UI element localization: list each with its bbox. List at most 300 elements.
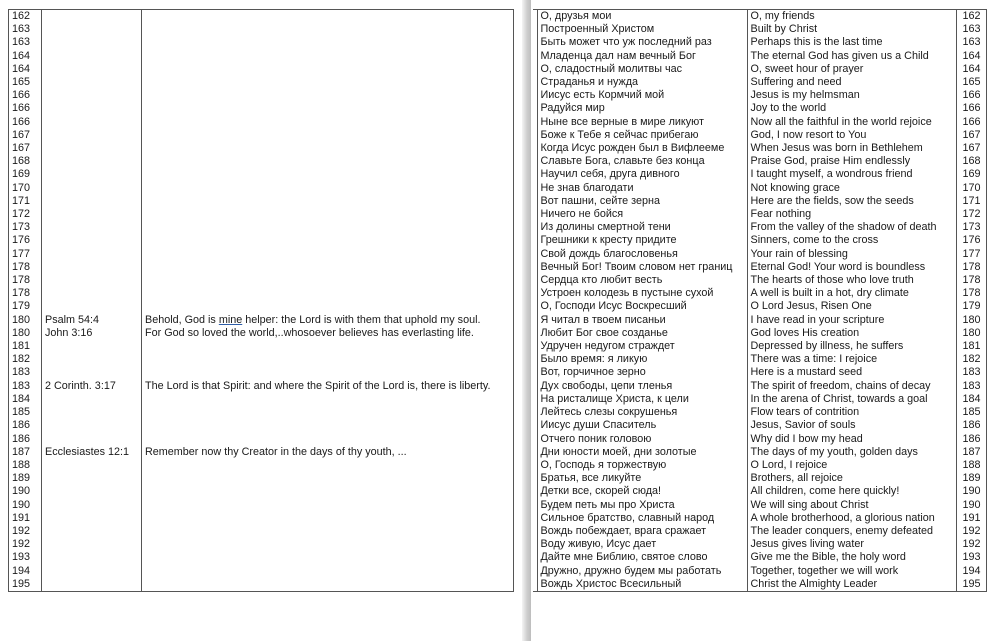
russian-title-cell: Не знав благодати <box>537 182 747 195</box>
hymn-number-cell: 164 <box>956 63 986 76</box>
russian-title-cell: Дни юности моей, дни золотые <box>537 446 747 459</box>
scripture-reference-cell <box>42 353 142 366</box>
table-row <box>533 234 986 247</box>
scripture-reference-cell <box>42 102 142 115</box>
scripture-text-cell <box>142 353 514 366</box>
table-row <box>9 551 514 564</box>
russian-title-cell: Отчего поник головою <box>537 433 747 446</box>
scripture-reference-cell <box>42 512 142 525</box>
scripture-reference-cell <box>42 10 142 24</box>
scripture-text-cell <box>142 578 514 592</box>
scripture-reference-cell <box>42 406 142 419</box>
underlined-word: mine <box>218 313 243 326</box>
table-row <box>533 287 986 300</box>
hymn-number-cell: 166 <box>9 89 42 102</box>
hymn-number-cell: 192 <box>956 538 986 551</box>
table-row <box>533 36 986 49</box>
table-row <box>9 102 514 115</box>
table-row <box>533 208 986 221</box>
scripture-text-cell <box>142 89 514 102</box>
hymn-number-cell: 176 <box>9 234 42 247</box>
scripture-reference-cell <box>42 366 142 379</box>
scripture-text-cell <box>142 314 514 327</box>
russian-title-cell: Радуйся мир <box>537 102 747 115</box>
hymn-number-cell: 186 <box>956 433 986 446</box>
hymn-number-cell: 190 <box>9 499 42 512</box>
hymn-number-cell: 181 <box>956 340 986 353</box>
table-row <box>9 50 514 63</box>
russian-title-cell: Ничего не бойся <box>537 208 747 221</box>
hymn-number-cell: 192 <box>9 538 42 551</box>
page-gutter <box>522 0 531 641</box>
hymn-number-cell: 167 <box>956 142 986 155</box>
russian-title-cell: Лейтесь слезы сокрушенья <box>537 406 747 419</box>
russian-title-cell: Из долины смертной тени <box>537 221 747 234</box>
russian-title-cell: Сильное братство, славный народ <box>537 512 747 525</box>
hymn-number-cell: 195 <box>956 578 986 592</box>
english-title-cell: When Jesus was born in Bethlehem <box>747 142 956 155</box>
english-title-cell: O Lord Jesus, Risen One <box>747 300 956 313</box>
table-row <box>9 287 514 300</box>
table-row <box>9 499 514 512</box>
table-row <box>533 168 986 181</box>
scripture-text-cell <box>142 76 514 89</box>
russian-title-cell: Грешники к кресту придите <box>537 234 747 247</box>
table-row <box>9 155 514 168</box>
russian-title-cell: Вот пашни, сейте зерна <box>537 195 747 208</box>
table-row <box>533 525 986 538</box>
scripture-text-cell <box>142 459 514 472</box>
table-row <box>533 512 986 525</box>
english-title-cell: The eternal God has given us a Child <box>747 50 956 63</box>
hymn-number-cell: 188 <box>9 459 42 472</box>
hymn-number-cell: 166 <box>9 116 42 129</box>
table-row <box>533 129 986 142</box>
hymn-scripture-table <box>8 9 514 592</box>
table-row <box>533 261 986 274</box>
scripture-text-cell <box>142 287 514 300</box>
hymn-number-cell: 190 <box>956 499 986 512</box>
russian-title-cell: О, сладостный молитвы час <box>537 63 747 76</box>
hymn-number-cell: 181 <box>9 340 42 353</box>
hymn-number-cell: 171 <box>956 195 986 208</box>
hymn-number-cell: 182 <box>956 353 986 366</box>
table-row <box>533 366 986 379</box>
table-row <box>9 89 514 102</box>
table-row <box>533 472 986 485</box>
table-row <box>533 433 986 446</box>
hymn-number-cell: 166 <box>956 89 986 102</box>
table-row <box>533 248 986 261</box>
scripture-text-cell <box>142 538 514 551</box>
russian-title-cell: Вот, горчичное зерно <box>537 366 747 379</box>
russian-title-cell: Я читал в твоем писаньи <box>537 314 747 327</box>
table-row <box>9 565 514 578</box>
scripture-reference-cell <box>42 76 142 89</box>
scripture-reference-cell <box>42 23 142 36</box>
russian-title-cell: Быть может что уж последний раз <box>537 36 747 49</box>
english-title-cell: All children, come here quickly! <box>747 485 956 498</box>
scripture-reference-cell <box>42 472 142 485</box>
hymn-number-cell: 167 <box>956 129 986 142</box>
hymn-number-cell: 183 <box>9 366 42 379</box>
table-row <box>9 366 514 379</box>
hymn-number-cell: 180 <box>9 327 42 340</box>
scripture-reference-cell <box>42 459 142 472</box>
scripture-text-cell <box>142 168 514 181</box>
russian-title-cell: Дайте мне Библию, святое слово <box>537 551 747 564</box>
scripture-text-cell <box>142 195 514 208</box>
table-row <box>533 565 986 578</box>
scripture-reference-cell <box>42 300 142 313</box>
scripture-reference-cell: 2 Corinth. 3:17 <box>42 380 142 393</box>
english-title-cell: Why did I bow my head <box>747 433 956 446</box>
table-row <box>533 274 986 287</box>
hymn-number-cell: 176 <box>956 234 986 247</box>
table-row <box>9 76 514 89</box>
table-row <box>533 221 986 234</box>
hymn-number-cell: 178 <box>9 287 42 300</box>
hymn-number-cell: 186 <box>9 433 42 446</box>
scripture-text-cell <box>142 155 514 168</box>
english-title-cell: God, I now resort to You <box>747 129 956 142</box>
hymn-number-cell: 185 <box>9 406 42 419</box>
hymn-number-cell: 163 <box>9 23 42 36</box>
scripture-text-cell: Remember now thy Creator in the days of thy youth, ... <box>142 446 514 459</box>
scripture-text-cell <box>142 300 514 313</box>
english-title-cell: I taught myself, a wondrous friend <box>747 168 956 181</box>
scripture-reference-cell <box>42 182 142 195</box>
table-row <box>533 446 986 459</box>
hymn-number-cell: 169 <box>9 168 42 181</box>
scripture-text-cell <box>142 63 514 76</box>
table-row <box>9 208 514 221</box>
scripture-reference-cell: John 3:16 <box>42 327 142 340</box>
table-row <box>9 472 514 485</box>
scripture-text-cell <box>142 248 514 261</box>
scripture-text-cell <box>142 142 514 155</box>
table-row <box>9 221 514 234</box>
hymn-number-cell: 184 <box>956 393 986 406</box>
russian-title-cell: Славьте Бога, славьте без конца <box>537 155 747 168</box>
russian-title-cell: Вечный Бог! Твоим словом нет границ <box>537 261 747 274</box>
table-row <box>533 142 986 155</box>
russian-title-cell: О, друзья мои <box>537 10 747 24</box>
hymn-number-cell: 172 <box>956 208 986 221</box>
hymn-number-cell: 168 <box>956 155 986 168</box>
english-title-cell: Suffering and need <box>747 76 956 89</box>
english-title-cell: From the valley of the shadow of death <box>747 221 956 234</box>
hymn-number-cell: 166 <box>9 102 42 115</box>
table-row <box>533 23 986 36</box>
hymn-number-cell: 165 <box>9 76 42 89</box>
hymn-number-cell: 163 <box>956 36 986 49</box>
hymn-number-cell: 163 <box>956 23 986 36</box>
table-row <box>9 300 514 313</box>
scripture-reference-cell <box>42 551 142 564</box>
scripture-reference-cell <box>42 525 142 538</box>
hymn-number-cell: 187 <box>9 446 42 459</box>
right-document-page <box>531 0 995 641</box>
hymn-number-cell: 164 <box>9 63 42 76</box>
hymn-number-cell: 187 <box>956 446 986 459</box>
hymn-title-translation-table <box>533 9 987 592</box>
hymn-number-cell: 186 <box>9 419 42 432</box>
scripture-text-cell <box>142 512 514 525</box>
scripture-text-cell <box>142 234 514 247</box>
scripture-reference-cell <box>42 234 142 247</box>
hymn-number-cell: 183 <box>956 380 986 393</box>
english-title-cell: Here are the fields, sow the seeds <box>747 195 956 208</box>
hymn-number-cell: 183 <box>9 380 42 393</box>
english-title-cell: Christ the Almighty Leader <box>747 578 956 592</box>
hymn-number-cell: 183 <box>956 366 986 379</box>
table-row <box>533 155 986 168</box>
hymn-number-cell: 165 <box>956 76 986 89</box>
table-row <box>9 353 514 366</box>
scripture-reference-cell <box>42 168 142 181</box>
scripture-reference-cell <box>42 485 142 498</box>
english-title-cell: In the arena of Christ, towards a goal <box>747 393 956 406</box>
russian-title-cell: Сердца кто любит весть <box>537 274 747 287</box>
english-title-cell: Praise God, praise Him endlessly <box>747 155 956 168</box>
hymn-number-cell: 170 <box>956 182 986 195</box>
russian-title-cell: Братья, все ликуйте <box>537 472 747 485</box>
english-title-cell: Not knowing grace <box>747 182 956 195</box>
table-row <box>9 168 514 181</box>
hymn-number-cell: 191 <box>9 512 42 525</box>
scripture-text-cell <box>142 525 514 538</box>
english-title-cell: Flow tears of contrition <box>747 406 956 419</box>
table-row <box>9 248 514 261</box>
russian-title-cell: Дружно, дружно будем мы работать <box>537 565 747 578</box>
scripture-text-cell <box>142 274 514 287</box>
russian-title-cell: Младенца дал нам вечный Бог <box>537 50 747 63</box>
table-row <box>533 459 986 472</box>
hymn-number-cell: 186 <box>956 419 986 432</box>
table-row <box>9 446 514 459</box>
table-row <box>533 89 986 102</box>
scripture-reference-cell <box>42 433 142 446</box>
hymn-number-cell: 178 <box>956 274 986 287</box>
hymn-number-cell: 172 <box>9 208 42 221</box>
english-title-cell: The spirit of freedom, chains of decay <box>747 380 956 393</box>
table-row <box>9 314 514 327</box>
scripture-text-cell <box>142 23 514 36</box>
hymn-number-cell: 195 <box>9 578 42 592</box>
hymn-number-cell: 179 <box>956 300 986 313</box>
russian-title-cell: Было время: я ликую <box>537 353 747 366</box>
english-title-cell: God loves His creation <box>747 327 956 340</box>
scripture-reference-cell <box>42 208 142 221</box>
hymn-number-cell: 178 <box>9 261 42 274</box>
english-title-cell: O, sweet hour of prayer <box>747 63 956 76</box>
hymn-number-cell: 168 <box>9 155 42 168</box>
hymn-number-cell: 162 <box>956 10 986 24</box>
scripture-reference-cell <box>42 221 142 234</box>
table-row <box>533 63 986 76</box>
table-row <box>533 380 986 393</box>
table-row <box>9 182 514 195</box>
hymn-number-cell: 194 <box>956 565 986 578</box>
table-row <box>533 182 986 195</box>
table-row <box>9 261 514 274</box>
hymn-number-cell: 189 <box>956 472 986 485</box>
hymn-number-cell: 180 <box>956 327 986 340</box>
scripture-text-cell <box>142 419 514 432</box>
scripture-reference-cell: Psalm 54:4 <box>42 314 142 327</box>
scripture-reference-cell <box>42 565 142 578</box>
table-row <box>533 578 986 592</box>
scripture-text-cell: The Lord is that Spirit: and where the Spirit of the Lord is, there is liberty. <box>142 380 514 393</box>
english-title-cell: We will sing about Christ <box>747 499 956 512</box>
scripture-reference-cell <box>42 116 142 129</box>
english-title-cell: Jesus gives living water <box>747 538 956 551</box>
scripture-text-cell <box>142 406 514 419</box>
scripture-text-cell: For God so loved the world,..whosoever believes has everlasting life. <box>142 327 514 340</box>
english-title-cell: Brothers, all rejoice <box>747 472 956 485</box>
russian-title-cell: Страданья и нужда <box>537 76 747 89</box>
scripture-text-cell <box>142 485 514 498</box>
scripture-text-cell <box>142 36 514 49</box>
russian-title-cell: Вождь побеждает, врага сражает <box>537 525 747 538</box>
table-row <box>533 116 986 129</box>
hymn-number-cell: 177 <box>956 248 986 261</box>
hymn-number-cell: 184 <box>9 393 42 406</box>
hymn-number-cell: 170 <box>9 182 42 195</box>
table-row <box>9 538 514 551</box>
english-title-cell: The days of my youth, golden days <box>747 446 956 459</box>
scripture-text-part: Behold, God is <box>145 313 219 326</box>
hymn-number-cell: 192 <box>956 525 986 538</box>
russian-title-cell: Детки все, скорей сюда! <box>537 485 747 498</box>
english-title-cell: Your rain of blessing <box>747 248 956 261</box>
hymn-number-cell: 164 <box>9 50 42 63</box>
hymn-number-cell: 193 <box>9 551 42 564</box>
english-title-cell: O, my friends <box>747 10 956 24</box>
table-row <box>533 76 986 89</box>
table-row <box>533 419 986 432</box>
table-row <box>9 525 514 538</box>
table-row <box>9 116 514 129</box>
english-title-cell: Jesus, Savior of souls <box>747 419 956 432</box>
table-row <box>9 63 514 76</box>
russian-title-cell: Воду живую, Исус дает <box>537 538 747 551</box>
scripture-text-cell <box>142 129 514 142</box>
scripture-text-part: helper: the Lord is with them that uphold my soul. <box>242 313 481 326</box>
scripture-text-cell <box>142 102 514 115</box>
table-row <box>9 327 514 340</box>
english-title-cell: Give me the Bible, the holy word <box>747 551 956 564</box>
table-row <box>9 129 514 142</box>
scripture-reference-cell <box>42 261 142 274</box>
hymn-number-cell: 171 <box>9 195 42 208</box>
scripture-reference-cell <box>42 578 142 592</box>
table-row <box>533 327 986 340</box>
russian-title-cell: Удручен недугом страждет <box>537 340 747 353</box>
scripture-reference-cell <box>42 36 142 49</box>
english-title-cell: The hearts of those who love truth <box>747 274 956 287</box>
table-row <box>9 142 514 155</box>
russian-title-cell: Научил себя, друга дивного <box>537 168 747 181</box>
scripture-reference-cell <box>42 274 142 287</box>
table-row <box>533 314 986 327</box>
scripture-reference-cell <box>42 287 142 300</box>
russian-title-cell: Любит Бог свое созданье <box>537 327 747 340</box>
english-title-cell: A well is built in a hot, dry climate <box>747 287 956 300</box>
hymn-number-cell: 167 <box>9 142 42 155</box>
scripture-reference-cell <box>42 538 142 551</box>
english-title-cell: Now all the faithful in the world rejoice <box>747 116 956 129</box>
scripture-reference-cell: Ecclesiastes 12:1 <box>42 446 142 459</box>
table-row <box>533 300 986 313</box>
table-row <box>533 485 986 498</box>
table-row <box>9 234 514 247</box>
scripture-reference-cell <box>42 50 142 63</box>
hymn-number-cell: 166 <box>956 116 986 129</box>
russian-title-cell: О, Господь я торжествую <box>537 459 747 472</box>
scripture-reference-cell <box>42 393 142 406</box>
hymn-number-cell: 191 <box>956 512 986 525</box>
table-row <box>533 50 986 63</box>
table-row <box>533 195 986 208</box>
table-row <box>9 512 514 525</box>
scripture-text-cell <box>142 50 514 63</box>
table-row <box>9 23 514 36</box>
table-row <box>9 578 514 592</box>
english-title-cell: Sinners, come to the cross <box>747 234 956 247</box>
scripture-text-cell <box>142 366 514 379</box>
table-row <box>533 499 986 512</box>
hymn-number-cell: 192 <box>9 525 42 538</box>
russian-title-cell: Ныне все верные в мире ликуют <box>537 116 747 129</box>
hymn-number-cell: 162 <box>9 10 42 24</box>
table-row <box>9 10 514 24</box>
table-row <box>9 433 514 446</box>
english-title-cell: There was a time: I rejoice <box>747 353 956 366</box>
scripture-text-cell <box>142 208 514 221</box>
scripture-reference-cell <box>42 419 142 432</box>
hymn-number-cell: 194 <box>9 565 42 578</box>
hymn-number-cell: 180 <box>956 314 986 327</box>
table-row <box>533 538 986 551</box>
hymn-number-cell: 190 <box>956 485 986 498</box>
russian-title-cell: Иисус есть Кормчий мой <box>537 89 747 102</box>
russian-title-cell: Боже к Тебе я сейчас прибегаю <box>537 129 747 142</box>
english-title-cell: Jesus is my helmsman <box>747 89 956 102</box>
scripture-reference-cell <box>42 89 142 102</box>
table-row <box>9 36 514 49</box>
russian-title-cell: Построенный Христом <box>537 23 747 36</box>
hymn-number-cell: 185 <box>956 406 986 419</box>
scripture-text-cell <box>142 221 514 234</box>
hymn-number-cell: 179 <box>9 300 42 313</box>
hymn-number-cell: 164 <box>956 50 986 63</box>
scripture-text-cell <box>142 182 514 195</box>
table-row <box>533 406 986 419</box>
russian-title-cell: Вождь Христос Всесильный <box>537 578 747 592</box>
hymn-number-cell: 163 <box>9 36 42 49</box>
table-row <box>9 380 514 393</box>
russian-title-cell: О, Господи Исус Воскресший <box>537 300 747 313</box>
scripture-text-cell <box>142 499 514 512</box>
english-title-cell: I have read in your scripture <box>747 314 956 327</box>
hymn-number-cell: 177 <box>9 248 42 261</box>
scripture-reference-cell <box>42 499 142 512</box>
hymn-number-cell: 188 <box>956 459 986 472</box>
russian-title-cell: Будем петь мы про Христа <box>537 499 747 512</box>
english-title-cell: Here is a mustard seed <box>747 366 956 379</box>
